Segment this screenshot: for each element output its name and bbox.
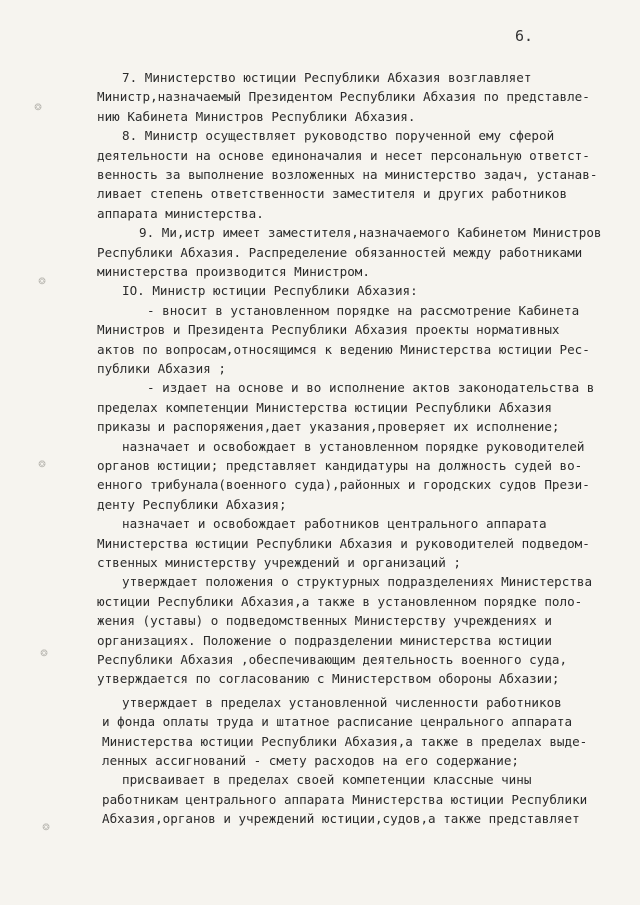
text-line: юстиции Республики Абхазия,а также в установленном порядке поло- (97, 593, 583, 609)
text-line: нию Кабинета Министров Республики Абхазия. (97, 108, 416, 124)
text-line: утверждает в пределах установленной численности работников (122, 694, 562, 710)
text-line: Республики Абхазия. Распределение обязанностей между работниками (97, 244, 583, 260)
binder-hole-mark: ❂ (34, 99, 42, 113)
text-line: Министр,назначаемый Президентом Республики Абхазия по представле- (97, 89, 590, 105)
text-line: присваивает в пределах своей компетенции классные чины (122, 772, 532, 788)
text-line: министерства производится Министром. (97, 264, 370, 279)
text-line: Республики Абхазия ,обеспечивающим деятельность военного суда, (97, 652, 568, 667)
binder-hole-mark: ❂ (38, 273, 46, 287)
text-line: актов по вопросам,относящимся к ведению Министерства юстиции Рес- (97, 341, 590, 357)
text-line: IO. Министр юстиции Республики Абхазия: (122, 283, 418, 299)
text-line: органов юстиции; представляет кандидатуры на должность судей во- (97, 458, 583, 473)
text-line: Министерства юстиции Республики Абхазия и руководителей подведом- (97, 535, 590, 551)
binder-hole-mark: ❂ (38, 456, 46, 470)
text-line: енного трибунала(военного суда),районных и городских судов Прези- (97, 477, 590, 493)
binder-hole-mark: ❂ (42, 819, 50, 833)
text-line: публики Абхазия ; (97, 361, 226, 376)
text-line: 7. Министерство юстиции Республики Абхазия возглавляет (122, 70, 532, 85)
text-line: пределах компетенции Министерства юстиции Республики Абхазия (97, 399, 552, 415)
text-line: приказы и распоряжения,дает указания,проверяет их исполнение; (97, 419, 560, 435)
text-line: деятельности на основе единоначалия и несет персональную ответст- (97, 147, 590, 163)
text-line: жения (уставы) о подведомственных Министерству учреждениях и (97, 613, 552, 629)
text-line: утверждается по согласованию с Министерством обороны Абхазии; (97, 671, 560, 687)
text-line: - вносит в установленном порядке на рассмотрение Кабинета (147, 302, 580, 318)
text-line: назначает и освобождает в установленном порядке руководителей (122, 438, 585, 454)
text-line: ливает степень ответственности заместителя и других работников (97, 186, 568, 202)
text-line: 8. Министр осуществляет руководство порученной ему сферой (122, 128, 555, 144)
text-line: денту Республики Абхазия; (97, 496, 287, 512)
text-line: Абхазия,органов и учреждений юстиции,судов,а также представляет (102, 811, 580, 827)
text-line: ственных министерству учреждений и организаций ; (97, 555, 461, 570)
text-line: 9. Ми,истр имеет заместителя,назначаемого Кабинетом Министров (139, 225, 602, 241)
text-line: работникам центрального аппарата Министерства юстиции Республики (102, 791, 588, 807)
text-line: аппарата министерства. (97, 205, 264, 221)
binder-hole-mark: ❂ (40, 645, 48, 659)
text-line: и фонда оплаты труда и штатное расписание ценрального аппарата (102, 714, 573, 730)
text-line: Министров и Президента Республики Абхазия проекты нормативных (97, 322, 560, 338)
text-line: организациях. Положение о подразделении министерства юстиции (97, 632, 552, 648)
text-line: Министерства юстиции Республики Абхазия,а также в пределах выде- (102, 733, 588, 749)
text-line: ленных ассигнований - смету расходов на его содержание; (102, 753, 520, 768)
text-line: назначает и освобождает работников центрального аппарата (122, 516, 547, 532)
text-line: утверждает положения о структурных подразделениях Министерства (122, 574, 593, 590)
page-number: 6. (515, 27, 534, 45)
text-line: венность за выполнение возложенных на министерство задач, устанав- (97, 167, 598, 182)
text-line: - издает на основе и во исполнение актов законодательства в (147, 380, 595, 396)
